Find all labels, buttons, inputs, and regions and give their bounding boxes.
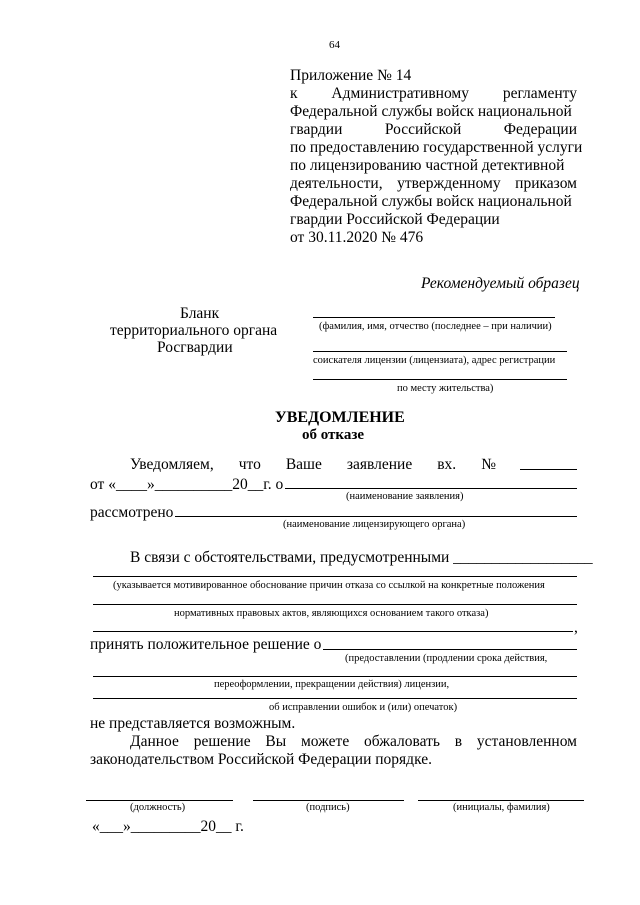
appendix-line-4-word: Федерации xyxy=(503,121,577,138)
appendix-title: Приложение № 14 xyxy=(290,67,412,84)
notify-word: вх. xyxy=(437,456,457,473)
appeal-word: Данное xyxy=(130,733,179,750)
addressee-applicant-line[interactable] xyxy=(313,351,567,352)
signature-line[interactable] xyxy=(253,800,404,801)
appendix-line-2-word: регламенту xyxy=(502,85,577,102)
reasons-line-2[interactable] xyxy=(93,604,577,605)
appeal-word: решение xyxy=(193,733,251,750)
reasons-line-3[interactable] xyxy=(93,631,573,632)
addressee-caption-1: (фамилия, имя, отчество (последнее – при наличии) xyxy=(319,321,552,332)
document-subtitle: об отказе xyxy=(302,427,365,443)
appendix-line-3-text: Федеральной службы войск национальной xyxy=(290,103,572,120)
application-name-line[interactable] xyxy=(285,488,577,489)
appendix-line-8: Федеральной службы войск национальной xyxy=(290,193,572,210)
appendix-line-2-word: Административному xyxy=(331,85,469,102)
caption-decision-3: об исправлении ошибок и (или) опечаток) xyxy=(269,702,458,713)
notify-word: Ваше xyxy=(285,456,322,473)
appendix-line-9: гвардии Российской Федерации xyxy=(290,211,500,228)
appeal-word: в xyxy=(454,733,463,750)
notify-word: Уведомляем, xyxy=(130,456,214,473)
notify-word: что xyxy=(238,456,261,473)
appeal-word: обжаловать xyxy=(364,733,440,750)
appendix-line-2-word: к xyxy=(290,85,298,102)
not-possible-text: не представляется возможным. xyxy=(90,715,296,732)
recommended-sample-label: Рекомендуемый образец xyxy=(421,275,580,292)
caption-application: (наименование заявления) xyxy=(346,491,464,502)
circumstances-text: В связи с обстоятельствами, предусмотренными __________________ xyxy=(130,549,593,566)
addressee-address-line[interactable] xyxy=(313,379,567,380)
appendix-date: от 30.11.2020 № 476 xyxy=(290,229,424,246)
caption-reasons-1: (указывается мотивированное обоснование причин отказа со ссылкой на конкретные положения xyxy=(113,580,545,591)
appendix-line-4-word: Российской xyxy=(384,121,462,138)
document-title: УВЕДОМЛЕНИЕ xyxy=(275,409,405,426)
decision-line-1[interactable] xyxy=(323,649,577,650)
decision-line-2[interactable] xyxy=(93,676,577,677)
appendix-line-2 xyxy=(290,86,577,102)
licensing-body-line[interactable] xyxy=(175,516,577,517)
addressee-name-line[interactable] xyxy=(313,317,555,318)
appendix-line-4 xyxy=(290,122,577,138)
date-line-prefix: от «____»__________20__г. о xyxy=(90,476,284,493)
appeal-line-1 xyxy=(130,734,577,750)
decision-line-3[interactable] xyxy=(93,698,577,699)
appendix-line-7 xyxy=(290,176,577,192)
reasons-line-1[interactable] xyxy=(93,576,577,577)
letterhead-line-2: территориального органа xyxy=(110,322,278,339)
page-number: 64 xyxy=(329,39,340,51)
caption-decision-1: (предоставлении (продлении срока действия, xyxy=(345,653,548,664)
appeal-line-2: законодательством Российской Федерации порядке. xyxy=(90,751,432,768)
appendix-line-3 xyxy=(290,104,577,120)
letterhead-line-1: Бланк xyxy=(180,305,220,322)
caption-position: (должность) xyxy=(130,802,186,813)
appendix-line-4-word: гвардии xyxy=(290,121,343,138)
caption-decision-2: переоформлении, прекращении действия) лицензии, xyxy=(214,679,450,690)
caption-name: (инициалы, фамилия) xyxy=(453,802,550,813)
reviewed-label: рассмотрено xyxy=(90,504,174,521)
caption-licensing-body: (наименование лицензирующего органа) xyxy=(283,519,466,530)
appeal-word: можете xyxy=(301,733,350,750)
appendix-line-5: по предоставлению государственной услуги xyxy=(290,139,583,156)
appendix-line-7-word: деятельности, xyxy=(290,175,383,192)
positive-decision-label: принять положительное решение о xyxy=(90,636,322,653)
position-line[interactable] xyxy=(86,800,233,801)
caption-signature: (подпись) xyxy=(306,802,350,813)
appendix-line-6: по лицензированию частной детективной xyxy=(290,157,565,174)
name-line[interactable] xyxy=(418,800,584,801)
addressee-caption-2: соискателя лицензии (лицензиата), адрес регистрации xyxy=(313,355,556,366)
notify-word: заявление xyxy=(346,456,413,473)
addressee-caption-3: по месту жительства) xyxy=(397,383,494,394)
notify-line xyxy=(130,457,496,473)
appeal-word: установленном xyxy=(476,733,577,750)
appendix-line-7-word: приказом xyxy=(515,175,577,192)
incoming-number-line[interactable] xyxy=(520,469,577,470)
appendix-line-7-word: утвержденному xyxy=(397,175,501,192)
notify-word: № xyxy=(481,456,496,473)
reasons-comma: , xyxy=(574,619,578,636)
appeal-word: Вы xyxy=(265,733,287,750)
letterhead-line-3: Росгвардии xyxy=(157,339,233,356)
caption-reasons-2: нормативных правовых актов, являющихся основанием такого отказа) xyxy=(174,608,489,619)
signature-date: «___»_________20__ г. xyxy=(92,818,244,835)
